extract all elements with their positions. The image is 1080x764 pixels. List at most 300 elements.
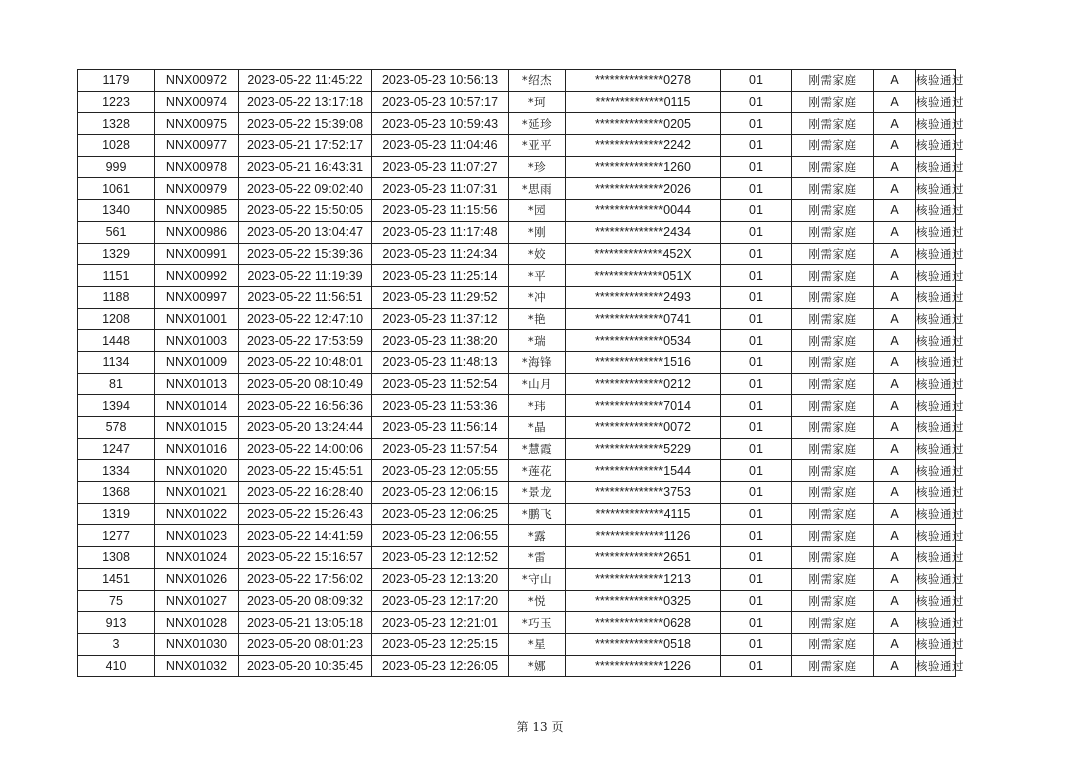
applicant-name-cell: *冲 (509, 286, 566, 308)
table-row (78, 221, 956, 243)
category-code-cell: 01 (721, 113, 792, 135)
seq-no-cell: 1277 (78, 525, 155, 547)
table-row (78, 568, 956, 590)
grade-cell: A (874, 395, 916, 417)
verify-time-cell: 2023-05-23 11:29:52 (372, 286, 509, 308)
applicant-name-cell: *园 (509, 200, 566, 222)
application-id-cell: NNX00997 (155, 286, 239, 308)
grade-cell: A (874, 156, 916, 178)
id-number-cell: **************0212 (566, 373, 721, 395)
submit-time-cell: 2023-05-22 11:45:22 (239, 70, 372, 92)
submit-time-cell: 2023-05-22 10:48:01 (239, 351, 372, 373)
applicant-name-cell: *雷 (509, 547, 566, 569)
verify-time-cell: 2023-05-23 12:13:20 (372, 568, 509, 590)
applicant-name-cell: *珂 (509, 91, 566, 113)
status-cell: 核验通过 (916, 612, 956, 634)
seq-no-cell: 1394 (78, 395, 155, 417)
category-code-cell: 01 (721, 482, 792, 504)
household-type-cell: 刚需家庭 (792, 308, 874, 330)
household-type-cell: 刚需家庭 (792, 243, 874, 265)
grade-cell: A (874, 243, 916, 265)
submit-time-cell: 2023-05-20 08:10:49 (239, 373, 372, 395)
applicant-name-cell: *瑞 (509, 330, 566, 352)
status-cell: 核验通过 (916, 633, 956, 655)
seq-no-cell: 1223 (78, 91, 155, 113)
application-id-cell: NNX00991 (155, 243, 239, 265)
seq-no-cell: 1448 (78, 330, 155, 352)
table-row (78, 286, 956, 308)
table-row (78, 503, 956, 525)
household-type-cell: 刚需家庭 (792, 503, 874, 525)
application-id-cell: NNX01020 (155, 460, 239, 482)
id-number-cell: **************0278 (566, 70, 721, 92)
grade-cell: A (874, 178, 916, 200)
seq-no-cell: 1308 (78, 547, 155, 569)
category-code-cell: 01 (721, 221, 792, 243)
status-cell: 核验通过 (916, 482, 956, 504)
status-cell: 核验通过 (916, 91, 956, 113)
submit-time-cell: 2023-05-21 17:52:17 (239, 135, 372, 157)
id-number-cell: **************452X (566, 243, 721, 265)
application-id-cell: NNX01024 (155, 547, 239, 569)
category-code-cell: 01 (721, 91, 792, 113)
table-row (78, 417, 956, 439)
submit-time-cell: 2023-05-22 16:28:40 (239, 482, 372, 504)
category-code-cell: 01 (721, 156, 792, 178)
verify-time-cell: 2023-05-23 11:56:14 (372, 417, 509, 439)
category-code-cell: 01 (721, 351, 792, 373)
table-row (78, 460, 956, 482)
id-number-cell: **************1516 (566, 351, 721, 373)
id-number-cell: **************0518 (566, 633, 721, 655)
applicant-name-cell: *思雨 (509, 178, 566, 200)
status-cell: 核验通过 (916, 178, 956, 200)
applicant-name-cell: *姣 (509, 243, 566, 265)
verify-time-cell: 2023-05-23 11:07:27 (372, 156, 509, 178)
application-id-cell: NNX00985 (155, 200, 239, 222)
application-id-cell: NNX01009 (155, 351, 239, 373)
applicant-name-cell: *悦 (509, 590, 566, 612)
table-row (78, 373, 956, 395)
applicant-name-cell: *亚平 (509, 135, 566, 157)
verify-time-cell: 2023-05-23 11:17:48 (372, 221, 509, 243)
id-number-cell: **************1126 (566, 525, 721, 547)
id-number-cell: **************0072 (566, 417, 721, 439)
verify-time-cell: 2023-05-23 12:26:05 (372, 655, 509, 677)
table-row (78, 633, 956, 655)
status-cell: 核验通过 (916, 351, 956, 373)
submit-time-cell: 2023-05-22 17:53:59 (239, 330, 372, 352)
status-cell: 核验通过 (916, 70, 956, 92)
seq-no-cell: 1028 (78, 135, 155, 157)
seq-no-cell: 913 (78, 612, 155, 634)
household-type-cell: 刚需家庭 (792, 221, 874, 243)
table-row (78, 113, 956, 135)
category-code-cell: 01 (721, 525, 792, 547)
verify-time-cell: 2023-05-23 11:37:12 (372, 308, 509, 330)
application-id-cell: NNX01014 (155, 395, 239, 417)
status-cell: 核验通过 (916, 221, 956, 243)
status-cell: 核验通过 (916, 156, 956, 178)
submit-time-cell: 2023-05-20 08:09:32 (239, 590, 372, 612)
id-number-cell: **************7014 (566, 395, 721, 417)
status-cell: 核验通过 (916, 438, 956, 460)
grade-cell: A (874, 351, 916, 373)
grade-cell: A (874, 438, 916, 460)
status-cell: 核验通过 (916, 113, 956, 135)
applicant-name-cell: *鹏飞 (509, 503, 566, 525)
household-type-cell: 刚需家庭 (792, 286, 874, 308)
grade-cell: A (874, 482, 916, 504)
status-cell: 核验通过 (916, 200, 956, 222)
category-code-cell: 01 (721, 568, 792, 590)
household-type-cell: 刚需家庭 (792, 633, 874, 655)
id-number-cell: **************2242 (566, 135, 721, 157)
household-type-cell: 刚需家庭 (792, 330, 874, 352)
id-number-cell: **************1260 (566, 156, 721, 178)
application-id-cell: NNX00977 (155, 135, 239, 157)
grade-cell: A (874, 568, 916, 590)
application-id-cell: NNX01026 (155, 568, 239, 590)
applicant-name-cell: *刚 (509, 221, 566, 243)
seq-no-cell: 1061 (78, 178, 155, 200)
status-cell: 核验通过 (916, 460, 956, 482)
household-type-cell: 刚需家庭 (792, 547, 874, 569)
submit-time-cell: 2023-05-22 16:56:36 (239, 395, 372, 417)
grade-cell: A (874, 330, 916, 352)
id-number-cell: **************0628 (566, 612, 721, 634)
verify-time-cell: 2023-05-23 10:59:43 (372, 113, 509, 135)
seq-no-cell: 578 (78, 417, 155, 439)
grade-cell: A (874, 525, 916, 547)
submit-time-cell: 2023-05-20 10:35:45 (239, 655, 372, 677)
verify-time-cell: 2023-05-23 11:48:13 (372, 351, 509, 373)
application-id-cell: NNX00978 (155, 156, 239, 178)
status-cell: 核验通过 (916, 135, 956, 157)
applicant-name-cell: *山月 (509, 373, 566, 395)
household-type-cell: 刚需家庭 (792, 590, 874, 612)
seq-no-cell: 1134 (78, 351, 155, 373)
status-cell: 核验通过 (916, 308, 956, 330)
grade-cell: A (874, 70, 916, 92)
application-id-cell: NNX01023 (155, 525, 239, 547)
applicant-name-cell: *慧霞 (509, 438, 566, 460)
applicant-name-cell: *延珍 (509, 113, 566, 135)
grade-cell: A (874, 503, 916, 525)
id-number-cell: **************2651 (566, 547, 721, 569)
grade-cell: A (874, 590, 916, 612)
submit-time-cell: 2023-05-22 13:17:18 (239, 91, 372, 113)
seq-no-cell: 1334 (78, 460, 155, 482)
category-code-cell: 01 (721, 70, 792, 92)
verify-time-cell: 2023-05-23 12:06:25 (372, 503, 509, 525)
application-id-cell: NNX01016 (155, 438, 239, 460)
table-row (78, 590, 956, 612)
submit-time-cell: 2023-05-22 14:00:06 (239, 438, 372, 460)
household-type-cell: 刚需家庭 (792, 395, 874, 417)
applicant-name-cell: *守山 (509, 568, 566, 590)
submit-time-cell: 2023-05-22 15:39:36 (239, 243, 372, 265)
seq-no-cell: 1188 (78, 286, 155, 308)
applicant-name-cell: *娜 (509, 655, 566, 677)
table-row (78, 438, 956, 460)
id-number-cell: **************2026 (566, 178, 721, 200)
status-cell: 核验通过 (916, 265, 956, 287)
table-row (78, 135, 956, 157)
applicant-name-cell: *绍杰 (509, 70, 566, 92)
status-cell: 核验通过 (916, 395, 956, 417)
household-type-cell: 刚需家庭 (792, 156, 874, 178)
id-number-cell: **************2434 (566, 221, 721, 243)
id-number-cell: **************3753 (566, 482, 721, 504)
grade-cell: A (874, 91, 916, 113)
household-type-cell: 刚需家庭 (792, 482, 874, 504)
table-row (78, 612, 956, 634)
submit-time-cell: 2023-05-22 17:56:02 (239, 568, 372, 590)
table-body (78, 70, 964, 677)
application-id-cell: NNX01027 (155, 590, 239, 612)
grade-cell: A (874, 113, 916, 135)
submit-time-cell: 2023-05-20 08:01:23 (239, 633, 372, 655)
category-code-cell: 01 (721, 135, 792, 157)
applicant-name-cell: *晶 (509, 417, 566, 439)
verify-time-cell: 2023-05-23 10:56:13 (372, 70, 509, 92)
submit-time-cell: 2023-05-20 13:24:44 (239, 417, 372, 439)
household-type-cell: 刚需家庭 (792, 265, 874, 287)
category-code-cell: 01 (721, 286, 792, 308)
table-row (78, 91, 956, 113)
seq-no-cell: 561 (78, 221, 155, 243)
category-code-cell: 01 (721, 265, 792, 287)
id-number-cell: **************0044 (566, 200, 721, 222)
category-code-cell: 01 (721, 612, 792, 634)
status-cell: 核验通过 (916, 568, 956, 590)
application-id-cell: NNX00972 (155, 70, 239, 92)
table-row (78, 265, 956, 287)
grade-cell: A (874, 417, 916, 439)
status-cell: 核验通过 (916, 590, 956, 612)
grade-cell: A (874, 286, 916, 308)
verify-time-cell: 2023-05-23 11:25:14 (372, 265, 509, 287)
verify-time-cell: 2023-05-23 12:06:15 (372, 482, 509, 504)
applicant-name-cell: *露 (509, 525, 566, 547)
page-number: 第 13 页 (516, 720, 564, 734)
application-id-cell: NNX01003 (155, 330, 239, 352)
seq-no-cell: 3 (78, 633, 155, 655)
grade-cell: A (874, 135, 916, 157)
verify-time-cell: 2023-05-23 12:12:52 (372, 547, 509, 569)
application-id-cell: NNX01028 (155, 612, 239, 634)
applicant-name-cell: *艳 (509, 308, 566, 330)
id-number-cell: **************0325 (566, 590, 721, 612)
seq-no-cell: 1247 (78, 438, 155, 460)
application-id-cell: NNX01001 (155, 308, 239, 330)
household-type-cell: 刚需家庭 (792, 178, 874, 200)
table-row (78, 200, 956, 222)
grade-cell: A (874, 200, 916, 222)
verify-time-cell: 2023-05-23 11:04:46 (372, 135, 509, 157)
household-type-cell: 刚需家庭 (792, 460, 874, 482)
category-code-cell: 01 (721, 460, 792, 482)
category-code-cell: 01 (721, 655, 792, 677)
grade-cell: A (874, 373, 916, 395)
table-row (78, 547, 956, 569)
table-row (78, 351, 956, 373)
submit-time-cell: 2023-05-22 15:26:43 (239, 503, 372, 525)
seq-no-cell: 1319 (78, 503, 155, 525)
submit-time-cell: 2023-05-22 15:39:08 (239, 113, 372, 135)
verify-time-cell: 2023-05-23 12:06:55 (372, 525, 509, 547)
seq-no-cell: 410 (78, 655, 155, 677)
id-number-cell: **************0741 (566, 308, 721, 330)
applicant-name-cell: *平 (509, 265, 566, 287)
category-code-cell: 01 (721, 590, 792, 612)
verify-time-cell: 2023-05-23 12:17:20 (372, 590, 509, 612)
applicant-name-cell: *莲花 (509, 460, 566, 482)
id-number-cell: **************1213 (566, 568, 721, 590)
status-cell: 核验通过 (916, 243, 956, 265)
seq-no-cell: 999 (78, 156, 155, 178)
id-number-cell: **************5229 (566, 438, 721, 460)
submit-time-cell: 2023-05-22 15:16:57 (239, 547, 372, 569)
verify-time-cell: 2023-05-23 12:05:55 (372, 460, 509, 482)
seq-no-cell: 1179 (78, 70, 155, 92)
table-row (78, 308, 956, 330)
grade-cell: A (874, 265, 916, 287)
household-type-cell: 刚需家庭 (792, 91, 874, 113)
id-number-cell: **************0115 (566, 91, 721, 113)
household-type-cell: 刚需家庭 (792, 525, 874, 547)
verify-time-cell: 2023-05-23 11:52:54 (372, 373, 509, 395)
grade-cell: A (874, 655, 916, 677)
id-number-cell: **************1226 (566, 655, 721, 677)
verify-time-cell: 2023-05-23 11:57:54 (372, 438, 509, 460)
submit-time-cell: 2023-05-20 13:04:47 (239, 221, 372, 243)
applicant-name-cell: *珍 (509, 156, 566, 178)
status-cell: 核验通过 (916, 330, 956, 352)
status-cell: 核验通过 (916, 373, 956, 395)
household-type-cell: 刚需家庭 (792, 373, 874, 395)
applicant-name-cell: *海锋 (509, 351, 566, 373)
application-id-cell: NNX00974 (155, 91, 239, 113)
seq-no-cell: 75 (78, 590, 155, 612)
grade-cell: A (874, 547, 916, 569)
application-id-cell: NNX01015 (155, 417, 239, 439)
category-code-cell: 01 (721, 200, 792, 222)
verify-time-cell: 2023-05-23 11:15:56 (372, 200, 509, 222)
submit-time-cell: 2023-05-22 09:02:40 (239, 178, 372, 200)
verify-time-cell: 2023-05-23 12:21:01 (372, 612, 509, 634)
household-type-cell: 刚需家庭 (792, 612, 874, 634)
verify-time-cell: 2023-05-23 11:53:36 (372, 395, 509, 417)
verify-time-cell: 2023-05-23 11:38:20 (372, 330, 509, 352)
verify-time-cell: 2023-05-23 10:57:17 (372, 91, 509, 113)
applicant-name-cell: *巧玉 (509, 612, 566, 634)
submit-time-cell: 2023-05-22 12:47:10 (239, 308, 372, 330)
category-code-cell: 01 (721, 633, 792, 655)
category-code-cell: 01 (721, 330, 792, 352)
category-code-cell: 01 (721, 308, 792, 330)
household-type-cell: 刚需家庭 (792, 417, 874, 439)
id-number-cell: **************4115 (566, 503, 721, 525)
table-row (78, 655, 956, 677)
application-id-cell: NNX01022 (155, 503, 239, 525)
status-cell: 核验通过 (916, 655, 956, 677)
household-type-cell: 刚需家庭 (792, 113, 874, 135)
seq-no-cell: 1328 (78, 113, 155, 135)
applicant-name-cell: *景龙 (509, 482, 566, 504)
household-type-cell: 刚需家庭 (792, 135, 874, 157)
application-id-cell: NNX01030 (155, 633, 239, 655)
seq-no-cell: 1151 (78, 265, 155, 287)
id-number-cell: **************2493 (566, 286, 721, 308)
status-cell: 核验通过 (916, 547, 956, 569)
submit-time-cell: 2023-05-21 13:05:18 (239, 612, 372, 634)
household-type-cell: 刚需家庭 (792, 70, 874, 92)
grade-cell: A (874, 308, 916, 330)
application-id-cell: NNX01021 (155, 482, 239, 504)
table-row (78, 525, 956, 547)
household-type-cell: 刚需家庭 (792, 200, 874, 222)
grade-cell: A (874, 460, 916, 482)
id-number-cell: **************051X (566, 265, 721, 287)
applicant-table (77, 69, 964, 677)
category-code-cell: 01 (721, 373, 792, 395)
table-row (78, 156, 956, 178)
seq-no-cell: 1368 (78, 482, 155, 504)
application-id-cell: NNX01013 (155, 373, 239, 395)
submit-time-cell: 2023-05-21 16:43:31 (239, 156, 372, 178)
application-id-cell: NNX00986 (155, 221, 239, 243)
household-type-cell: 刚需家庭 (792, 568, 874, 590)
application-id-cell: NNX00975 (155, 113, 239, 135)
grade-cell: A (874, 612, 916, 634)
id-number-cell: **************0205 (566, 113, 721, 135)
grade-cell: A (874, 221, 916, 243)
table-row (78, 243, 956, 265)
submit-time-cell: 2023-05-22 11:19:39 (239, 265, 372, 287)
verify-time-cell: 2023-05-23 11:24:34 (372, 243, 509, 265)
table-row (78, 330, 956, 352)
application-id-cell: NNX00979 (155, 178, 239, 200)
category-code-cell: 01 (721, 395, 792, 417)
status-cell: 核验通过 (916, 417, 956, 439)
table-row (78, 178, 956, 200)
seq-no-cell: 81 (78, 373, 155, 395)
household-type-cell: 刚需家庭 (792, 655, 874, 677)
applicant-name-cell: *星 (509, 633, 566, 655)
grade-cell: A (874, 633, 916, 655)
table-row (78, 70, 956, 92)
seq-no-cell: 1329 (78, 243, 155, 265)
verify-time-cell: 2023-05-23 12:25:15 (372, 633, 509, 655)
application-id-cell: NNX01032 (155, 655, 239, 677)
id-number-cell: **************0534 (566, 330, 721, 352)
submit-time-cell: 2023-05-22 11:56:51 (239, 286, 372, 308)
category-code-cell: 01 (721, 243, 792, 265)
category-code-cell: 01 (721, 417, 792, 439)
household-type-cell: 刚需家庭 (792, 351, 874, 373)
category-code-cell: 01 (721, 503, 792, 525)
table-row (78, 395, 956, 417)
status-cell: 核验通过 (916, 503, 956, 525)
seq-no-cell: 1208 (78, 308, 155, 330)
household-type-cell: 刚需家庭 (792, 438, 874, 460)
category-code-cell: 01 (721, 178, 792, 200)
verify-time-cell: 2023-05-23 11:07:31 (372, 178, 509, 200)
status-cell: 核验通过 (916, 525, 956, 547)
submit-time-cell: 2023-05-22 15:50:05 (239, 200, 372, 222)
